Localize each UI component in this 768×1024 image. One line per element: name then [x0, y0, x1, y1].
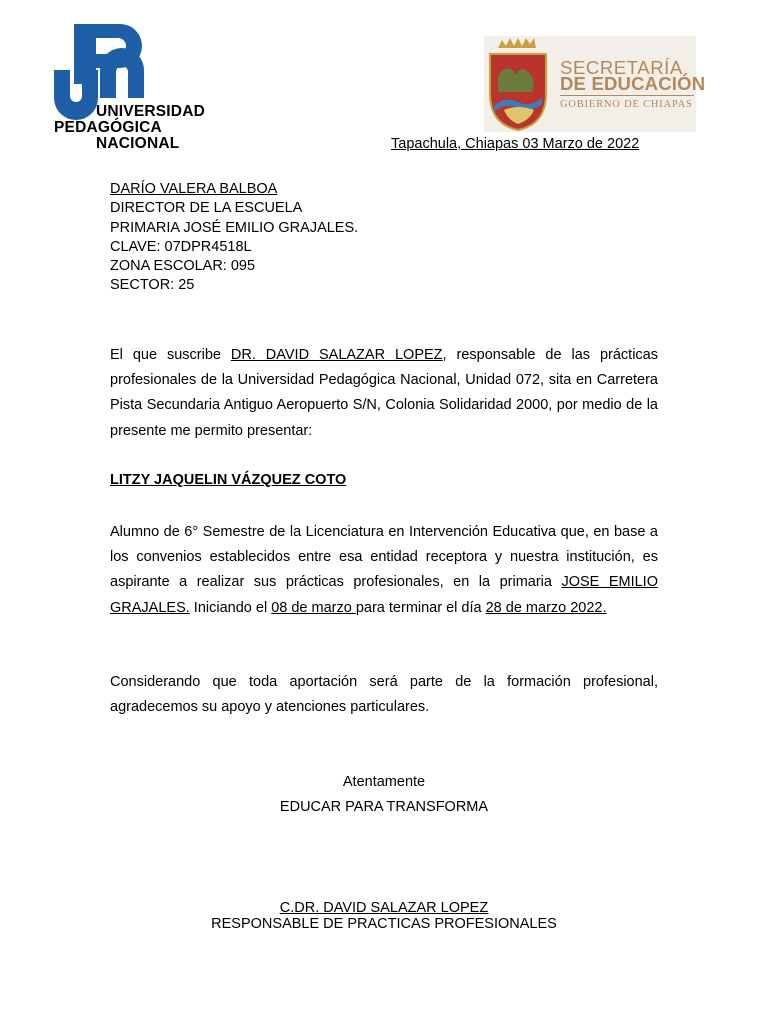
secretaria-title-line2: DE EDUCACIÓN — [560, 73, 706, 94]
signer-title: RESPONSABLE DE PRACTICAS PROFESIONALES — [211, 916, 557, 932]
closing-paragraph: Considerando que toda aportación será parte de la formación profesional, agradecemos su apoyo y atenciones particulares. — [110, 674, 658, 716]
secretaria-divider — [560, 95, 694, 96]
intro-signer-name: DR. DAVID SALAZAR LOPEZ — [230, 347, 443, 363]
upn-logo-text — [54, 104, 205, 152]
upn-logo-line3: NACIONAL — [96, 135, 180, 152]
intro-paragraph — [110, 343, 658, 444]
closing-motto: EDUCAR PARA TRANSFORMA — [279, 799, 489, 815]
details-start-date: 08 de marzo — [271, 599, 356, 616]
addressee-name: DARÍO VALERA BALBOA — [110, 181, 278, 197]
chiapas-coat-of-arms-icon — [484, 36, 552, 132]
addressee-position: DIRECTOR DE LA ESCUELA — [110, 200, 303, 217]
addressee-block — [110, 180, 358, 296]
signer-name — [0, 900, 768, 916]
addressee-sector: SECTOR: 25 — [110, 277, 195, 294]
addressee-zone: ZONA ESCOLAR: 095 — [110, 258, 256, 275]
intro-text-end: , responsable de las prácticas profesionales de la Universidad Pedagógica Nacional, Unidad 072, sita en Carretera Pista Secundaria Antiguo Aeropuerto S/N, Colonia Solidaridad 2000, por medio de la presente me permito presentar: — [110, 347, 658, 439]
upn-logo-line1: UNIVERSIDAD — [96, 103, 205, 120]
closing-greeting: Atentamente — [342, 774, 426, 790]
student-name: LITZY JAQUELIN VÁZQUEZ COTO — [110, 472, 347, 488]
details-text-mid2: para terminar el día — [355, 599, 486, 616]
secretaria-subtitle: GOBIERNO DE CHIAPAS — [560, 99, 693, 110]
intro-text-start: El que suscribe — [110, 347, 231, 363]
details-text-mid1: Iniciando el — [189, 599, 272, 616]
details-end-date: 28 de marzo 2022. — [485, 599, 607, 616]
upn-logo-line2: PEDAGÓGICA — [54, 119, 162, 136]
addressee-clave: CLAVE: 07DPR4518L — [110, 238, 252, 255]
details-paragraph — [110, 520, 658, 621]
secretaria-title-line1: SECRETARÍA — [560, 57, 683, 78]
signer-name-text: C.DR. DAVID SALAZAR LOPEZ — [279, 900, 489, 916]
letter-date: Tapachula, Chiapas 03 Marzo de 2022 — [391, 136, 640, 152]
details-text-start: Alumno de 6° Semestre de la Licenciatura en Intervención Educativa que, en base a los convenios establecidos entre esa entidad receptora y nuestra institución, es aspirante a realizar sus prácticas profesionales, en la primaria — [110, 524, 658, 591]
addressee-school: PRIMARIA JOSÉ EMILIO GRAJALES. — [110, 219, 359, 236]
details-school-name: JOSE EMILIO GRAJALES. — [110, 574, 658, 616]
